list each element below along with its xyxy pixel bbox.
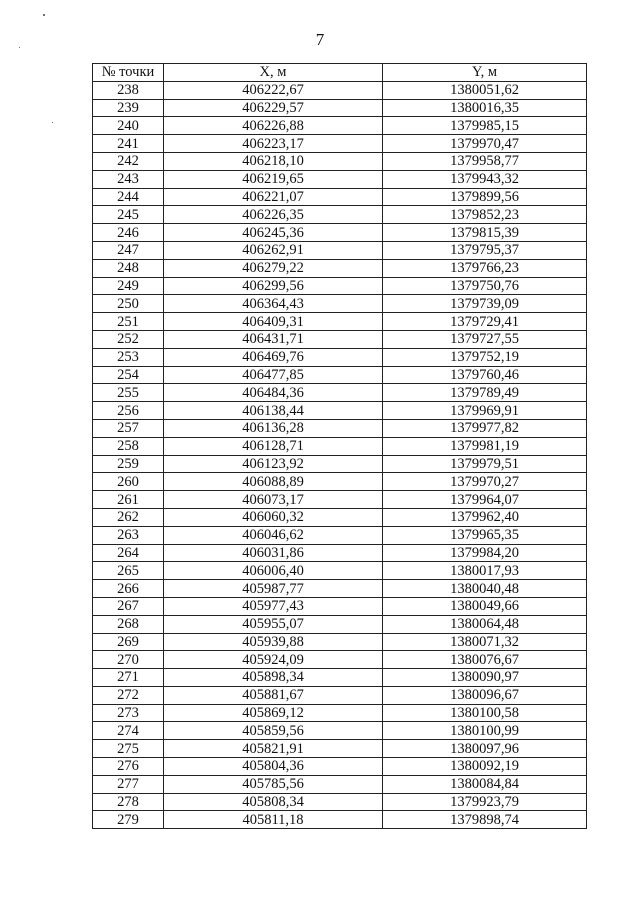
table-row <box>93 615 587 633</box>
point-number-cell: 240 <box>93 117 164 135</box>
table-row <box>93 419 587 437</box>
point-number-cell: 242 <box>93 152 164 170</box>
y-coordinate-cell: 1380051,62 <box>383 81 587 99</box>
table-row <box>93 366 587 384</box>
point-number-cell: 248 <box>93 259 164 277</box>
y-coordinate-cell: 1379943,32 <box>383 170 587 188</box>
table-row <box>93 508 587 526</box>
x-coordinate-cell: 406123,92 <box>164 455 383 473</box>
y-coordinate-cell: 1379752,19 <box>383 348 587 366</box>
y-coordinate-cell: 1380096,67 <box>383 686 587 704</box>
table-row <box>93 117 587 135</box>
point-number-cell: 264 <box>93 544 164 562</box>
y-coordinate-cell: 1379739,09 <box>383 295 587 313</box>
point-number-cell: 259 <box>93 455 164 473</box>
y-coordinate-cell: 1379815,39 <box>383 224 587 242</box>
x-coordinate-cell: 405821,91 <box>164 740 383 758</box>
point-number-cell: 255 <box>93 384 164 402</box>
y-coordinate-cell: 1380049,66 <box>383 597 587 615</box>
table-row <box>93 277 587 295</box>
point-number-cell: 251 <box>93 313 164 331</box>
point-number-cell: 274 <box>93 722 164 740</box>
y-coordinate-cell: 1379985,15 <box>383 117 587 135</box>
x-coordinate-cell: 406006,40 <box>164 562 383 580</box>
coordinates-table <box>92 63 587 829</box>
x-coordinate-cell: 406484,36 <box>164 384 383 402</box>
table-row <box>93 313 587 331</box>
x-coordinate-cell: 406364,43 <box>164 295 383 313</box>
point-number-cell: 273 <box>93 704 164 722</box>
x-coordinate-cell: 406262,91 <box>164 241 383 259</box>
table-row <box>93 241 587 259</box>
point-number-cell: 270 <box>93 651 164 669</box>
point-number-cell: 243 <box>93 170 164 188</box>
table-row <box>93 562 587 580</box>
y-coordinate-cell: 1379923,79 <box>383 793 587 811</box>
point-number-cell: 261 <box>93 491 164 509</box>
x-coordinate-cell: 406219,65 <box>164 170 383 188</box>
x-coordinate-cell: 406088,89 <box>164 473 383 491</box>
table-row <box>93 740 587 758</box>
table-row <box>93 81 587 99</box>
header-point-number: № точки <box>93 64 164 82</box>
table-row <box>93 793 587 811</box>
table-row <box>93 259 587 277</box>
table-row <box>93 811 587 829</box>
y-coordinate-cell: 1380071,32 <box>383 633 587 651</box>
x-coordinate-cell: 406226,88 <box>164 117 383 135</box>
y-coordinate-cell: 1379969,91 <box>383 402 587 420</box>
y-coordinate-cell: 1380100,58 <box>383 704 587 722</box>
point-number-cell: 265 <box>93 562 164 580</box>
table-row <box>93 758 587 776</box>
y-coordinate-cell: 1379977,82 <box>383 419 587 437</box>
table-row <box>93 402 587 420</box>
x-coordinate-cell: 406299,56 <box>164 277 383 295</box>
y-coordinate-cell: 1380097,96 <box>383 740 587 758</box>
x-coordinate-cell: 406031,86 <box>164 544 383 562</box>
x-coordinate-cell: 406226,35 <box>164 206 383 224</box>
point-number-cell: 252 <box>93 330 164 348</box>
y-coordinate-cell: 1379965,35 <box>383 526 587 544</box>
y-coordinate-cell: 1380100,99 <box>383 722 587 740</box>
table-row <box>93 295 587 313</box>
x-coordinate-cell: 406222,67 <box>164 81 383 99</box>
table-body <box>93 81 587 828</box>
table-row <box>93 455 587 473</box>
x-coordinate-cell: 406469,76 <box>164 348 383 366</box>
point-number-cell: 271 <box>93 669 164 687</box>
table-header <box>93 64 587 82</box>
point-number-cell: 257 <box>93 419 164 437</box>
x-coordinate-cell: 405977,43 <box>164 597 383 615</box>
table-row <box>93 580 587 598</box>
point-number-cell: 266 <box>93 580 164 598</box>
x-coordinate-cell: 406409,31 <box>164 313 383 331</box>
x-coordinate-cell: 406060,32 <box>164 508 383 526</box>
y-coordinate-cell: 1379964,07 <box>383 491 587 509</box>
point-number-cell: 244 <box>93 188 164 206</box>
table-row <box>93 188 587 206</box>
point-number-cell: 238 <box>93 81 164 99</box>
point-number-cell: 245 <box>93 206 164 224</box>
table-row <box>93 206 587 224</box>
x-coordinate-cell: 405881,67 <box>164 686 383 704</box>
table-row <box>93 224 587 242</box>
point-number-cell: 241 <box>93 135 164 153</box>
point-number-cell: 247 <box>93 241 164 259</box>
point-number-cell: 278 <box>93 793 164 811</box>
x-coordinate-cell: 406138,44 <box>164 402 383 420</box>
table-row <box>93 473 587 491</box>
x-coordinate-cell: 406218,10 <box>164 152 383 170</box>
point-number-cell: 254 <box>93 366 164 384</box>
x-coordinate-cell: 406431,71 <box>164 330 383 348</box>
table-row <box>93 135 587 153</box>
y-coordinate-cell: 1379766,23 <box>383 259 587 277</box>
y-coordinate-cell: 1380017,93 <box>383 562 587 580</box>
x-coordinate-cell: 405859,56 <box>164 722 383 740</box>
scan-speck <box>43 14 45 16</box>
x-coordinate-cell: 405869,12 <box>164 704 383 722</box>
point-number-cell: 269 <box>93 633 164 651</box>
table-row <box>93 99 587 117</box>
y-coordinate-cell: 1380092,19 <box>383 758 587 776</box>
point-number-cell: 263 <box>93 526 164 544</box>
header-row <box>93 64 587 82</box>
table-row <box>93 152 587 170</box>
table-row <box>93 651 587 669</box>
y-coordinate-cell: 1379899,56 <box>383 188 587 206</box>
table-row <box>93 722 587 740</box>
table-row <box>93 686 587 704</box>
table-row <box>93 170 587 188</box>
y-coordinate-cell: 1380076,67 <box>383 651 587 669</box>
point-number-cell: 272 <box>93 686 164 704</box>
header-y-coordinate: Y, м <box>383 64 587 82</box>
point-number-cell: 249 <box>93 277 164 295</box>
y-coordinate-cell: 1379981,19 <box>383 437 587 455</box>
table-row <box>93 544 587 562</box>
y-coordinate-cell: 1379979,51 <box>383 455 587 473</box>
table-row <box>93 348 587 366</box>
table-row <box>93 633 587 651</box>
table-row <box>93 491 587 509</box>
point-number-cell: 276 <box>93 758 164 776</box>
point-number-cell: 258 <box>93 437 164 455</box>
x-coordinate-cell: 405804,36 <box>164 758 383 776</box>
y-coordinate-cell: 1379970,47 <box>383 135 587 153</box>
x-coordinate-cell: 406073,17 <box>164 491 383 509</box>
y-coordinate-cell: 1379970,27 <box>383 473 587 491</box>
y-coordinate-cell: 1380064,48 <box>383 615 587 633</box>
point-number-cell: 256 <box>93 402 164 420</box>
table-row <box>93 704 587 722</box>
x-coordinate-cell: 406229,57 <box>164 99 383 117</box>
x-coordinate-cell: 406136,28 <box>164 419 383 437</box>
point-number-cell: 262 <box>93 508 164 526</box>
y-coordinate-cell: 1379727,55 <box>383 330 587 348</box>
x-coordinate-cell: 406221,07 <box>164 188 383 206</box>
x-coordinate-cell: 405955,07 <box>164 615 383 633</box>
point-number-cell: 246 <box>93 224 164 242</box>
x-coordinate-cell: 406046,62 <box>164 526 383 544</box>
y-coordinate-cell: 1379958,77 <box>383 152 587 170</box>
y-coordinate-cell: 1379795,37 <box>383 241 587 259</box>
x-coordinate-cell: 405939,88 <box>164 633 383 651</box>
y-coordinate-cell: 1379984,20 <box>383 544 587 562</box>
y-coordinate-cell: 1380040,48 <box>383 580 587 598</box>
table-row <box>93 526 587 544</box>
y-coordinate-cell: 1380084,84 <box>383 775 587 793</box>
table-row <box>93 669 587 687</box>
point-number-cell: 275 <box>93 740 164 758</box>
point-number-cell: 268 <box>93 615 164 633</box>
scan-speck <box>52 122 53 123</box>
x-coordinate-cell: 405808,34 <box>164 793 383 811</box>
point-number-cell: 277 <box>93 775 164 793</box>
x-coordinate-cell: 406223,17 <box>164 135 383 153</box>
table-row <box>93 437 587 455</box>
y-coordinate-cell: 1379789,49 <box>383 384 587 402</box>
x-coordinate-cell: 405785,56 <box>164 775 383 793</box>
x-coordinate-cell: 405898,34 <box>164 669 383 687</box>
y-coordinate-cell: 1379852,23 <box>383 206 587 224</box>
table-row <box>93 330 587 348</box>
x-coordinate-cell: 406128,71 <box>164 437 383 455</box>
x-coordinate-cell: 405924,09 <box>164 651 383 669</box>
y-coordinate-cell: 1379760,46 <box>383 366 587 384</box>
y-coordinate-cell: 1379750,76 <box>383 277 587 295</box>
table-row <box>93 775 587 793</box>
table-row <box>93 597 587 615</box>
point-number-cell: 260 <box>93 473 164 491</box>
point-number-cell: 250 <box>93 295 164 313</box>
page-number: 7 <box>315 30 325 49</box>
header-x-coordinate: X, м <box>164 64 383 82</box>
point-number-cell: 279 <box>93 811 164 829</box>
x-coordinate-cell: 405811,18 <box>164 811 383 829</box>
x-coordinate-cell: 406477,85 <box>164 366 383 384</box>
point-number-cell: 267 <box>93 597 164 615</box>
point-number-cell: 239 <box>93 99 164 117</box>
y-coordinate-cell: 1380090,97 <box>383 669 587 687</box>
table-row <box>93 384 587 402</box>
y-coordinate-cell: 1380016,35 <box>383 99 587 117</box>
y-coordinate-cell: 1379898,74 <box>383 811 587 829</box>
x-coordinate-cell: 406245,36 <box>164 224 383 242</box>
point-number-cell: 253 <box>93 348 164 366</box>
x-coordinate-cell: 405987,77 <box>164 580 383 598</box>
x-coordinate-cell: 406279,22 <box>164 259 383 277</box>
y-coordinate-cell: 1379962,40 <box>383 508 587 526</box>
y-coordinate-cell: 1379729,41 <box>383 313 587 331</box>
